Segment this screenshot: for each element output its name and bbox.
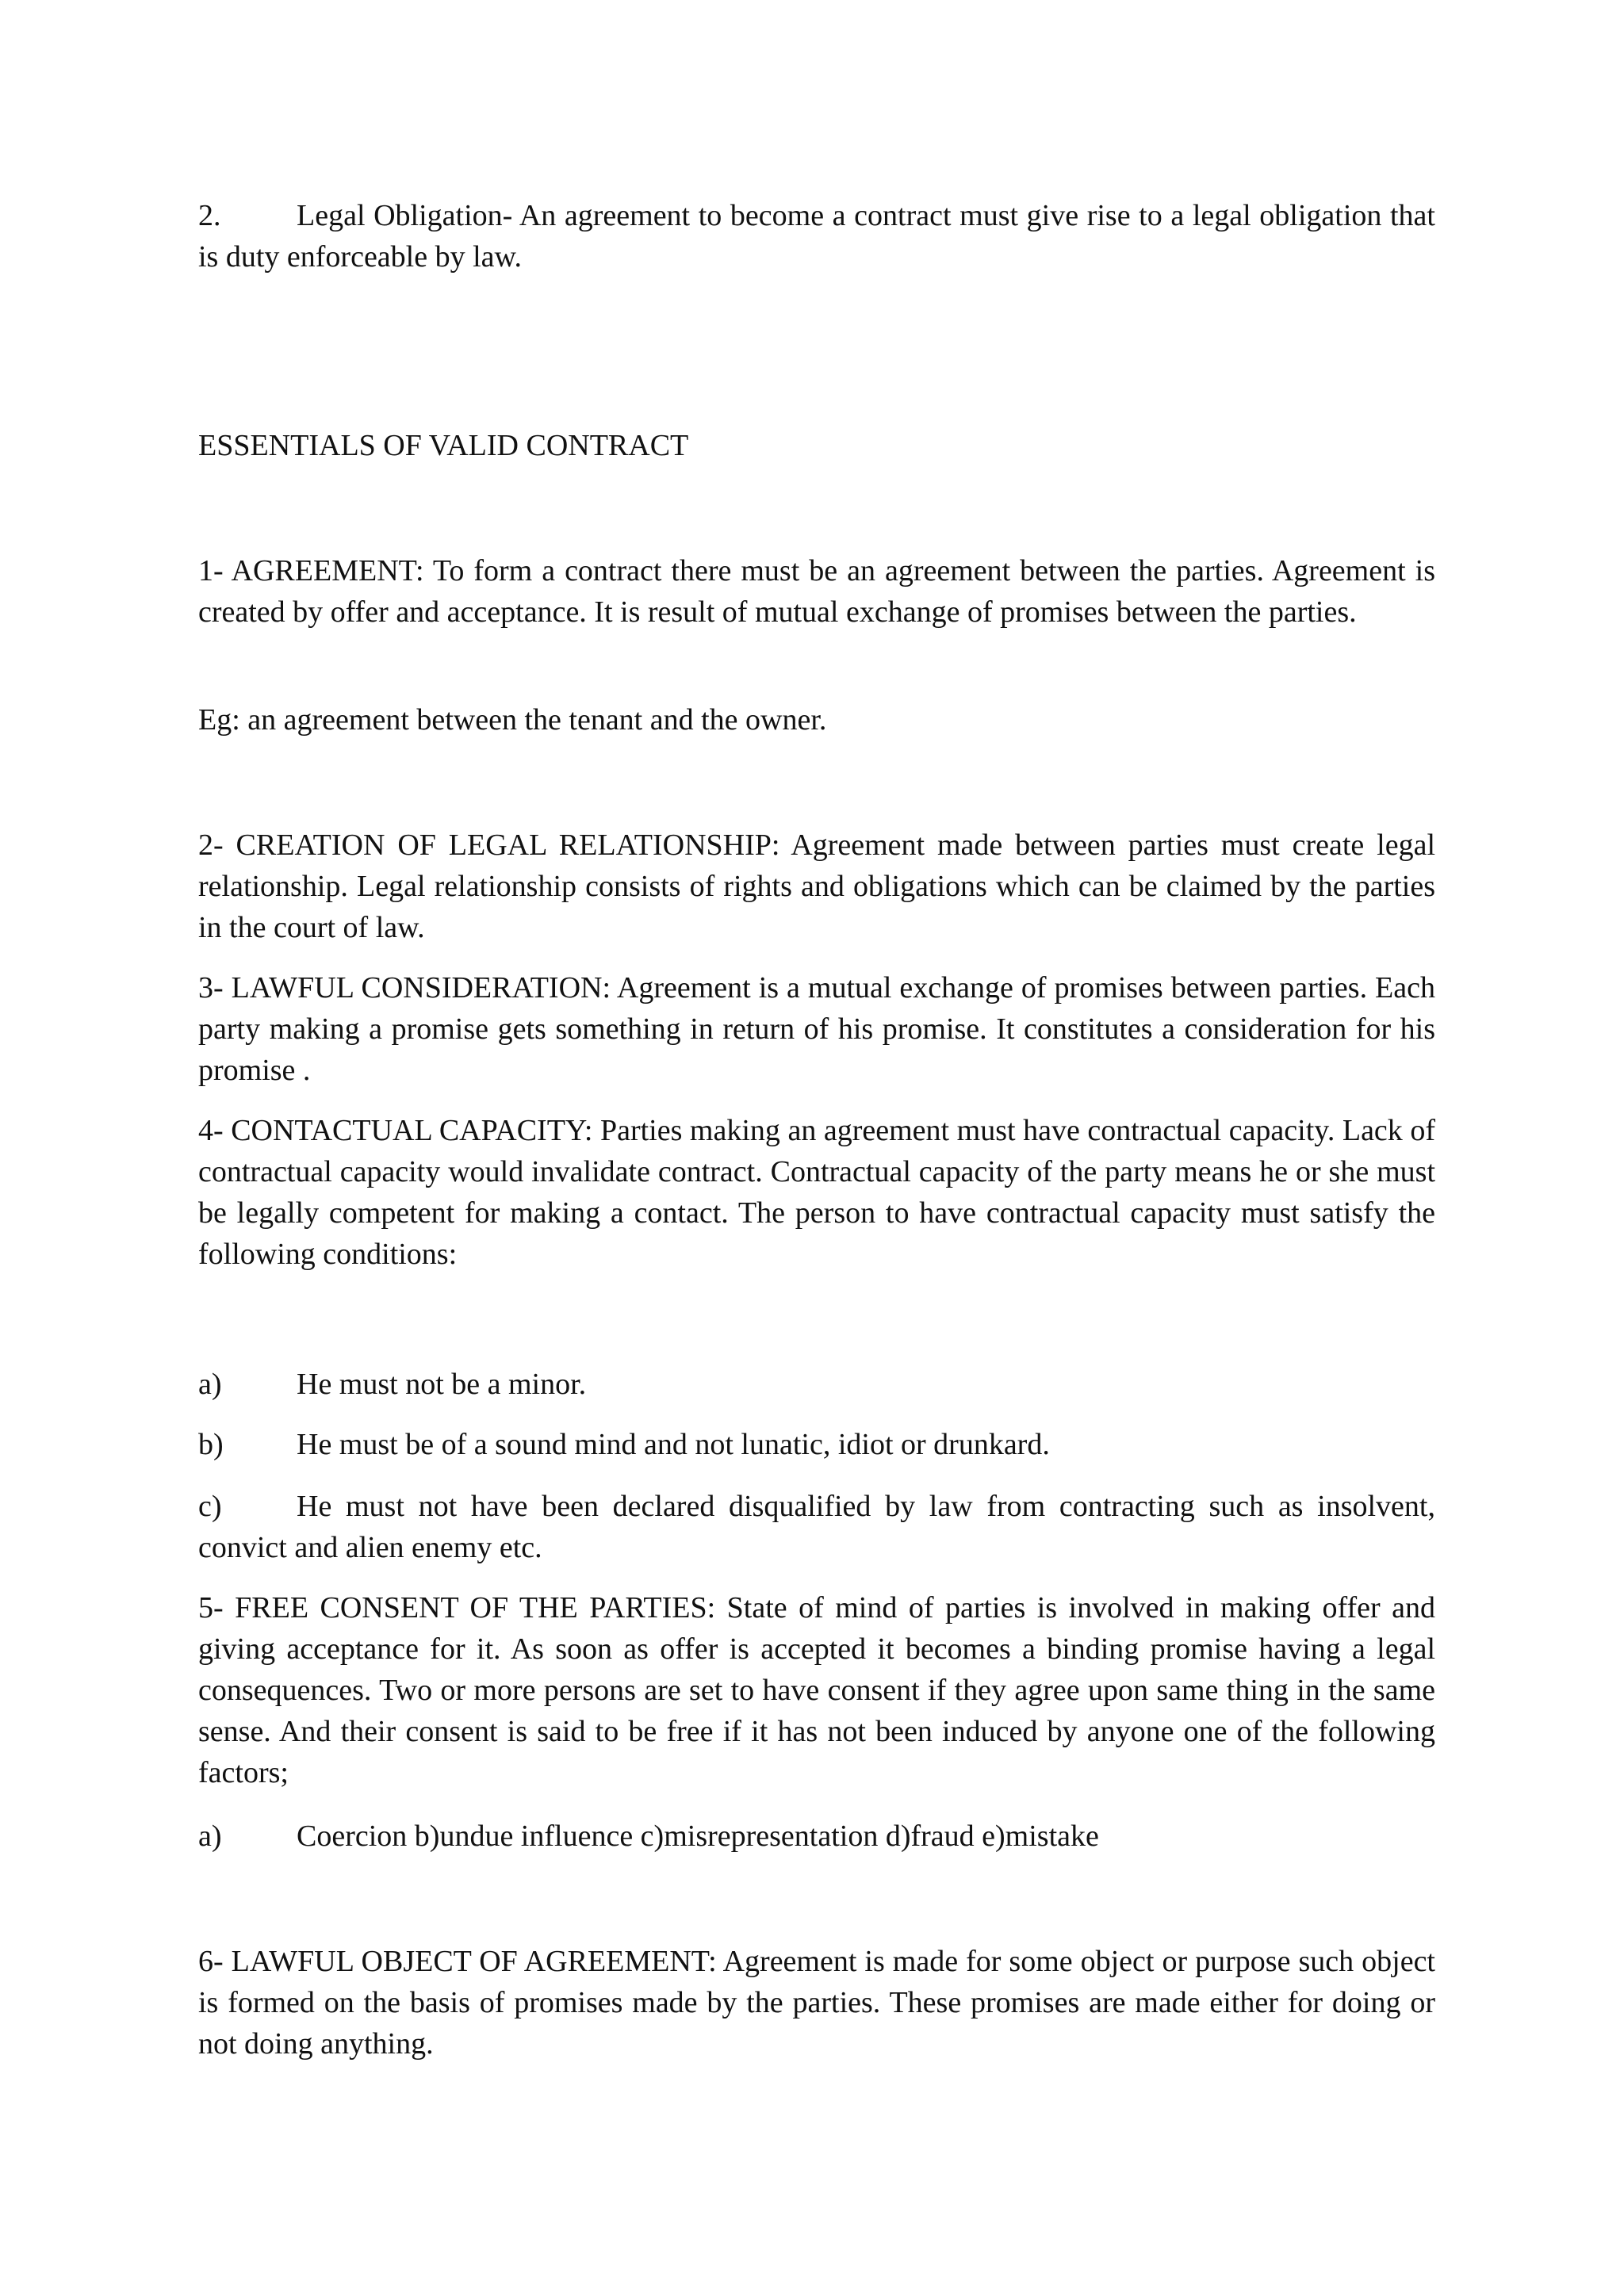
list-marker: c)	[198, 1490, 222, 1523]
paragraph-text: Legal Obligation- An agreement to become a contract must give rise to a legal obligation that is duty enforceable by law.	[198, 199, 1435, 274]
list-marker: b)	[198, 1428, 224, 1461]
agreement-paragraph: 1- AGREEMENT: To form a contract there must be an agreement between the parties. Agreement is created by offer and acceptance. It is result of mutual exchange of promises between the parties.	[198, 554, 1435, 629]
creation-paragraph: 2- CREATION OF LEGAL RELATIONSHIP: Agreement made between parties must create legal relationship. Legal relationship consists of rights and obligations which can be claimed by the parties in the court of law.	[198, 828, 1435, 944]
section-heading: ESSENTIALS OF VALID CONTRACT	[198, 429, 689, 462]
list-item-text: He must not have been declared disqualified by law from contracting such as insolvent, convict and alien enemy etc.	[198, 1490, 1435, 1564]
list-item-text: He must not be a minor.	[297, 1368, 587, 1401]
paragraph-number: 2.	[198, 199, 221, 232]
condition-item	[198, 1364, 1435, 1405]
legal-obligation-paragraph	[198, 195, 1435, 277]
lawful-object-paragraph: 6- LAWFUL OBJECT OF AGREEMENT: Agreement is made for some object or purpose such object is formed on the basis of promises made by the parties. These promises are made either for doing or not doing anything.	[198, 1945, 1435, 2061]
free-consent-paragraph: 5- FREE CONSENT OF THE PARTIES: State of mind of parties is involved in making offer and giving acceptance for it. As soon as offer is accepted it becomes a binding promise having a legal consequences. Two or more persons are set to have consent if they agree upon same thing in the same sense. And their consent is said to be free if it has not been induced by anyone one of the following factors;	[198, 1591, 1435, 1789]
list-item-text: Coercion b)undue influence c)misrepresentation d)fraud e)mistake	[297, 1820, 1099, 1853]
list-item-text: He must be of a sound mind and not lunatic, idiot or drunkard.	[297, 1428, 1050, 1461]
consideration-paragraph: 3- LAWFUL CONSIDERATION: Agreement is a mutual exchange of promises between parties. Each party making a promise gets something in return of his promise. It constitutes a consideration for his promise .	[198, 971, 1435, 1087]
condition-item	[198, 1486, 1435, 1568]
agreement-example: Eg: an agreement between the tenant and the owner.	[198, 703, 827, 737]
list-marker: a)	[198, 1368, 222, 1401]
factors-item	[198, 1816, 1435, 1857]
list-marker: a)	[198, 1820, 222, 1853]
capacity-paragraph: 4- CONTACTUAL CAPACITY: Parties making an agreement must have contractual capacity. Lack of contractual capacity would invalidate contract. Contractual capacity of the party means he or she must be legally competent for making a contact. The person to have contractual capacity must satisfy the following conditions:	[198, 1114, 1435, 1271]
condition-item	[198, 1424, 1435, 1465]
